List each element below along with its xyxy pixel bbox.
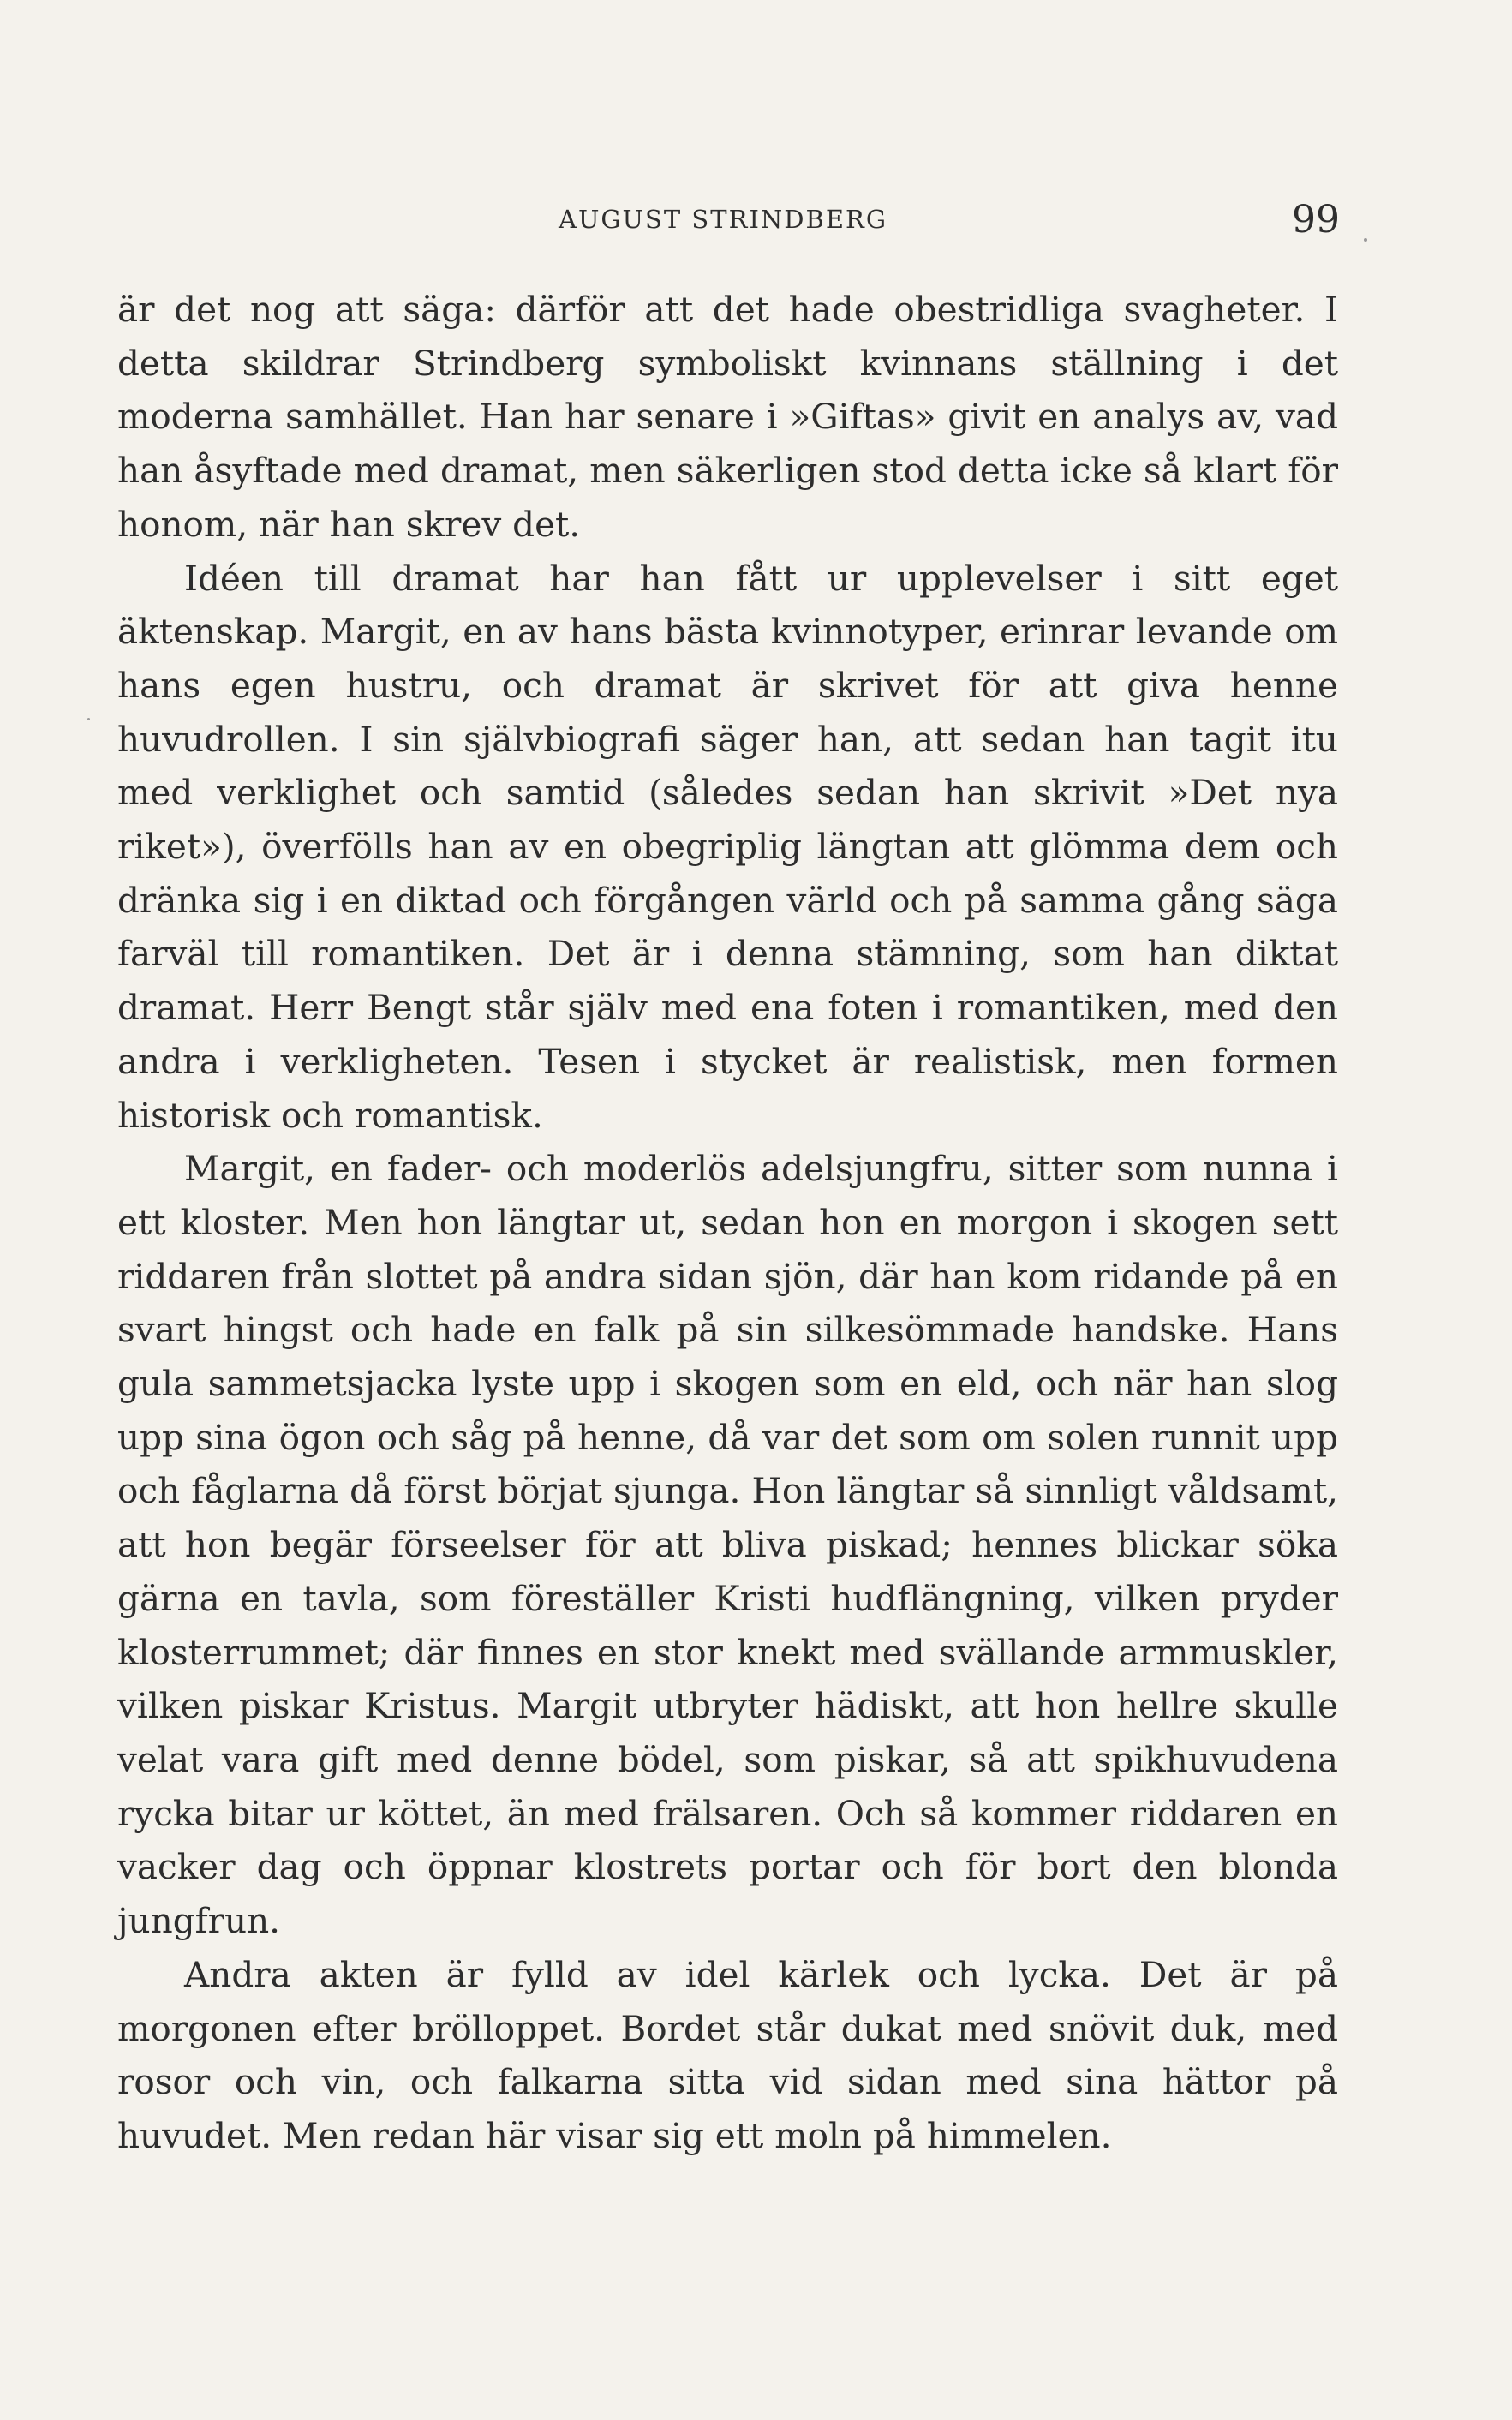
paragraph-4: Andra akten är fylld av idel kärlek och lycka. Det är på morgonen efter brölloppet. Bordet står dukat med snövit duk, med rosor och vin, och falkarna sitta vid sidan med sina hättor på huvudet. Men redan här visar sig ett moln på himmelen.	[117, 1953, 1338, 2156]
paragraph-3: Margit, en fader- och moderlös adelsjungfru, sitter som nunna i ett kloster. Men hon längtar ut, sedan hon en morgon i skogen sett riddaren från slottet på andra sidan sjön, där han kom ridande på en svart hingst och hade en falk på sin silkesömmade handske. Hans gula sammetsjacka lyste upp i skogen som en eld, och när han slog upp sina ögon och såg på henne, då var det som om solen runnit upp och fåglarna då först börjat sjunga. Hon längtar så sinnligt våldsamt, att hon begär förseelser för att bliva piskad; hennes blickar söka gärna en tavla, som föreställer Kristi hudflängning, vilken pryder klosterrummet; där finnes en stor knekt med svällande armmuskler, vilken piskar Kristus. Margit utbryter hädiskt, att hon hellre skulle velat vara gift med denne bödel, som piskar, så att spikhuvudena rycka bitar ur köttet, än med frälsaren. Och så kommer riddaren en vacker dag och öppnar klostrets portar och för bort den blonda jungfrun.	[117, 1148, 1338, 1942]
paper-speck	[1364, 238, 1367, 242]
paragraph-1: är det nog att säga: därför att det hade obestridliga svagheter. I detta skildrar Strindberg symboliskt kvinnans ställning i det moderna samhället. Han har senare i »Giftas» givit en analys av, vad han åsyftade med dramat, men säkerligen stod detta icke så klart för honom, när han skrev det.	[117, 289, 1338, 545]
body-text	[117, 283, 1338, 2163]
running-header	[0, 193, 1512, 244]
running-title: AUGUST STRINDBERG	[559, 205, 888, 234]
page-number: 99	[1292, 198, 1340, 242]
paper-speck	[87, 718, 90, 720]
paragraph-2: Idéen till dramat har han fått ur upplevelser i sitt eget äktenskap. Margit, en av hans bästa kvinnotyper, erinrar levande om hans egen hustru, och dramat är skrivet för att giva henne huvudrollen. I sin självbiografi säger han, att sedan han tagit itu med verklighet och samtid (således sedan han skrivit »Det nya riket»), överfölls han av en obegriplig längtan att glömma dem och dränka sig i en diktad och förgången värld och på samma gång säga farväl till romantiken. Det är i denna stämning, som han diktat dramat. Herr Bengt står själv med ena foten i romantiken, med den andra i verkligheten. Tesen i stycket är realistisk, men formen historisk och romantisk.	[117, 557, 1338, 1136]
